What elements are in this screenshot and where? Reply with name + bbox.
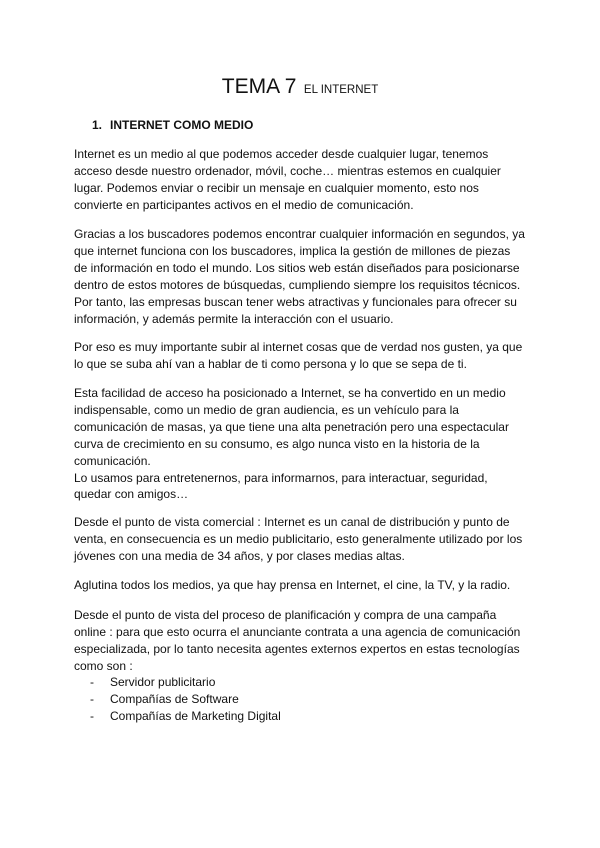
title-main: TEMA 7 xyxy=(221,75,297,98)
list-bullet: - xyxy=(90,675,94,689)
paragraph-1 xyxy=(74,146,534,214)
paragraph-line: quedar con amigos… xyxy=(74,487,189,502)
paragraph-line: Desde el punto de vista comercial : Internet es un canal de distribución y punto de xyxy=(74,515,510,529)
paragraph-line: lo que se suba ahí van a hablar de ti como persona y lo que se sepa de ti. xyxy=(74,356,467,371)
section-heading xyxy=(92,117,253,133)
list-item-text: Compañías de Marketing Digital xyxy=(110,709,281,723)
list-bullet: - xyxy=(90,709,94,723)
paragraph-line: Aglutina todos los medios, ya que hay prensa en Internet, el cine, la TV, y la radio. xyxy=(74,578,511,592)
paragraph-7 xyxy=(74,607,534,675)
paragraph-line: curva de crecimiento en su consumo, es algo nunca visto en la historia de la xyxy=(74,436,480,451)
paragraph-line: Internet es un medio al que podemos acceder desde cualquier lugar, tenemos xyxy=(74,147,489,161)
paragraph-line: Desde el punto de vista del proceso de planificación y compra de una campaña xyxy=(74,608,497,622)
paragraph-line: dentro de estos motores de búsquedas, cumpliendo siempre los requisitos técnicos. xyxy=(74,277,521,292)
paragraph-line: información, y además permite la interacción con el usuario. xyxy=(74,311,394,326)
list-item xyxy=(74,674,281,691)
paragraph-line: online : para que esto ocurra el anunciante contrata a una agencia de comunicación xyxy=(74,624,521,639)
paragraph-line: Por eso es muy importante subir al internet cosas que de verdad nos gusten, ya que xyxy=(74,340,523,354)
paragraph-line: Por tanto, las empresas buscan tener webs atractivas y funcionales para ofrecer su xyxy=(74,294,517,309)
paragraph-line: jóvenes con una media de 34 años, y por clases medias altas. xyxy=(74,548,405,563)
paragraph-line: Esta facilidad de acceso ha posicionado a Internet, se ha convertido en un medio xyxy=(74,386,506,400)
paragraph-line: lugar. Podemos enviar o recibir un mensaje en cualquier momento, esto nos xyxy=(74,180,479,195)
list-item-text: Compañías de Software xyxy=(110,692,239,706)
paragraph-line: que internet funciona con los buscadores, implica la gestión de millones de piezas xyxy=(74,243,511,258)
list-item-text: Servidor publicitario xyxy=(110,675,216,689)
paragraph-line: Gracias a los buscadores podemos encontrar cualquier información en segundos, ya xyxy=(74,227,525,241)
paragraph-6 xyxy=(74,577,534,594)
title-sub: EL INTERNET xyxy=(303,84,379,96)
list-item xyxy=(74,691,281,708)
paragraph-line: acceso desde nuestro ordenador, móvil, coche… mientras estemos en cualquier xyxy=(74,163,501,178)
page-title xyxy=(0,72,600,105)
list-bullet: - xyxy=(90,692,94,706)
paragraph-line: venta, en consecuencia es un medio publicitario, esto generalmente utilizado por los xyxy=(74,531,523,546)
paragraph-line: comunicación. xyxy=(74,453,151,468)
paragraph-4 xyxy=(74,385,534,503)
bullet-list xyxy=(74,674,281,725)
paragraph-line: Lo usamos para entretenernos, para informarnos, para interactuar, seguridad, xyxy=(74,470,488,485)
paragraph-line: indispensable, como un medio de gran audiencia, es un vehículo para la xyxy=(74,402,459,417)
paragraph-3 xyxy=(74,339,534,373)
paragraph-2 xyxy=(74,226,534,327)
list-item xyxy=(74,708,281,725)
paragraph-line: convierte en participantes activos en el medio de comunicación. xyxy=(74,197,414,212)
section-number: 1. xyxy=(92,118,103,132)
paragraph-5 xyxy=(74,514,534,565)
paragraph-line: de información en todo el mundo. Los sitios web están diseñados para posicionarse xyxy=(74,260,520,275)
paragraph-line: como son : xyxy=(74,658,133,673)
section-heading-text: INTERNET COMO MEDIO xyxy=(110,118,254,132)
paragraph-line: especializada, por lo tanto necesita agentes externos expertos en estas tecnologías xyxy=(74,641,520,656)
paragraph-line: comunicación de masas, ya que tiene una alta penetración pero una espectacular xyxy=(74,419,509,434)
